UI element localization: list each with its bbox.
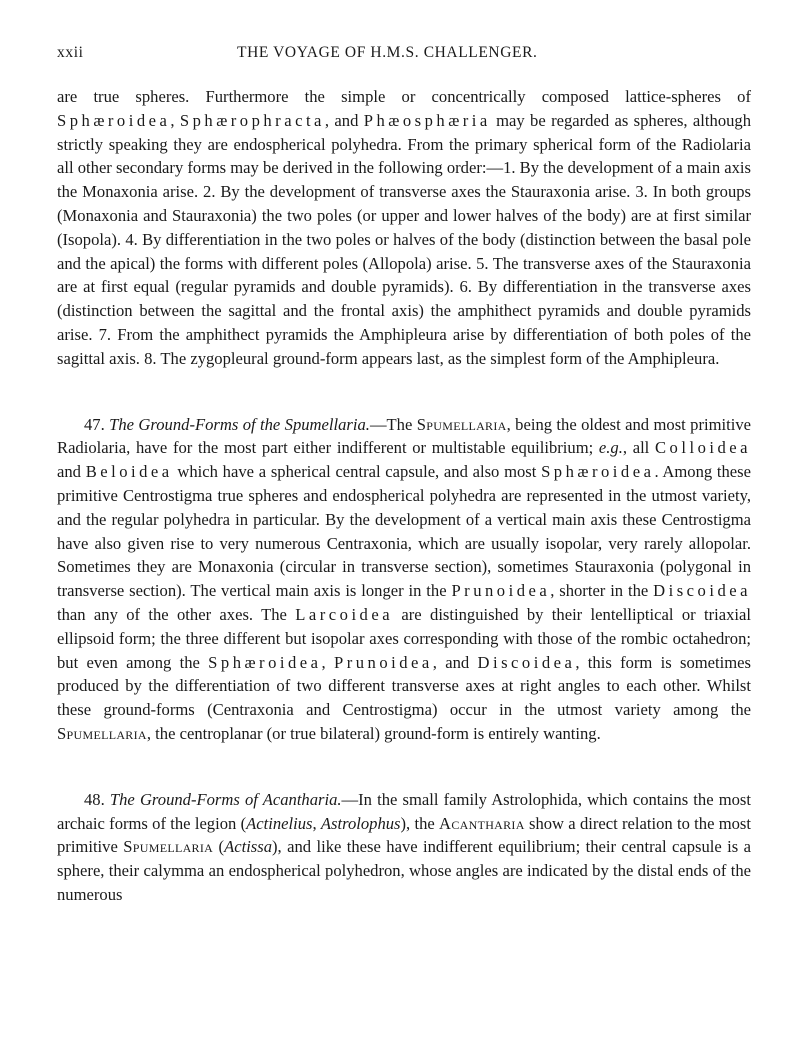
text-run: , <box>170 110 180 130</box>
taxon-name: Sphæroidea <box>208 652 322 672</box>
taxon-name: Discoidea <box>477 652 576 672</box>
section-gap <box>57 746 751 788</box>
text-run: , <box>312 813 321 833</box>
section-47-paragraph <box>57 413 751 746</box>
text-run: , shorter in the <box>550 581 654 601</box>
section-number: 48. <box>84 789 110 809</box>
taxon-name: Phæosphæria <box>363 110 491 130</box>
text-run: , all <box>622 438 655 458</box>
section-heading: The Ground-Forms of the Spumellaria. <box>109 414 370 434</box>
taxon-name: Colloidea <box>654 438 752 458</box>
taxon-name: Sphæroidea <box>57 110 171 130</box>
taxon-name: Larcoidea <box>295 604 394 624</box>
text-run: and <box>57 462 86 482</box>
taxon-name: Sphærophracta <box>179 110 325 130</box>
running-title: THE VOYAGE OF H.M.S. CHALLENGER. <box>237 44 538 61</box>
running-head <box>57 44 751 64</box>
text-run: , being the oldest and most primitive Radiolaria, have for the most part either indifferent or multistable equilibrium; <box>57 414 751 458</box>
text-run: . Among these primitive Centrostigma true spheres and endospherical polyhedra are represented in the utmost variety, and the regular polyhedra in particular. By the development of a vertical main axis these Centrostigma have also given rise to very numerous Centraxonia, which are usually isopolar, very rarely allopolar. Sometimes they are Monaxonia (circular in transverse section), sometimes Stauraxonia (polygonal in transverse section). The vertical main axis is longer in the <box>57 462 751 601</box>
taxon-name: Beloidea <box>85 462 173 482</box>
section-number: 47. <box>84 414 110 434</box>
paragraph-continued <box>57 85 751 371</box>
group-name: Spumellaria <box>57 723 147 743</box>
italic-term: Astrolophus <box>320 813 401 833</box>
text-run: , <box>321 652 334 672</box>
text-run: —The <box>369 414 417 434</box>
text-run: ( <box>213 837 225 857</box>
page-number: xxii <box>57 44 84 61</box>
text-run: ), and like these have indifferent equilibrium; their central capsule is a sphere, their calymma an endospherical polyhedron, whose angles are indicated by the distal ends of the numerous <box>57 837 751 904</box>
section-gap <box>57 371 751 413</box>
text-run: are true spheres. Furthermore the simple or concentrically composed lattice-spheres of <box>57 87 751 106</box>
text-run: may be regarded as spheres, although strictly speaking they are endospherical polyhedra. From the primary spherical form of the Radiolaria all other secondary forms may be derived in the following order:—1. By the development of a main axis the Monaxonia arise. 2. By the development of transverse axes the Stauraxonia arise. 3. In both groups (Monaxonia and Stauraxonia) the two poles (or upper and lower halves of the body) are at first similar (Isopola). 4. By differentiation in the two poles or halves of the body (distinction between the basal pole and the apical) the forms with different poles (Allopola) arise. 5. The transverse axes of the Stauraxonia are at first equal (regular pyramids and double pyramids). 6. By differentiation in the transverse axes (distinction between the sagittal and the frontal axis) the amphithect pyramids and double pyramids arise. 7. From the amphithect pyramids the Amphipleura arise by differentiation of both poles of the sagittal axis. 8. The zygopleural ground-form appears last, as the simplest form of the Amphipleura. <box>57 110 752 368</box>
italic-term: Actinelius <box>246 813 313 833</box>
group-name: Acantharia <box>439 813 525 833</box>
taxon-name: Discoidea <box>653 581 751 601</box>
taxon-name: Prunoidea <box>451 581 551 601</box>
text-run: , and <box>324 110 364 130</box>
text-run: , this form is sometimes produced by the differentiation of two different transverse axes at right angles to each other. Whilst these ground-forms (Centraxonia and Centrostigma) occur in the utmost variety among the <box>57 652 751 720</box>
text-run: than any of the other axes. The <box>57 604 296 624</box>
section-heading: The Ground-Forms of Acantharia. <box>109 789 342 809</box>
text-run: which have a spherical central capsule, and also most <box>172 462 542 482</box>
section-48-paragraph <box>57 788 751 907</box>
body-text <box>57 85 751 907</box>
text-run: are distinguished by their lentelliptical or triaxial ellipsoid form; the three different but isopolar axes corresponding with those of the rombic octahedron; but even among the <box>57 604 751 672</box>
italic-term: e.g. <box>598 438 623 458</box>
text-run: , the centroplanar (or true bilateral) ground-form is entirely wanting. <box>146 723 601 743</box>
group-name: Spumellaria <box>123 837 214 857</box>
italic-term: Actissa <box>224 837 273 857</box>
text-run: —In the small family Astrolophida, which contains the most archaic forms of the legion ( <box>57 789 751 833</box>
taxon-name: Prunoidea <box>333 652 433 672</box>
text-run: ), the <box>400 813 440 833</box>
group-name: Spumellaria <box>416 414 507 434</box>
taxon-name: Sphæroidea <box>541 462 655 482</box>
text-run: show a direct relation to the most primitive <box>57 813 751 857</box>
text-run: , and <box>432 652 478 672</box>
